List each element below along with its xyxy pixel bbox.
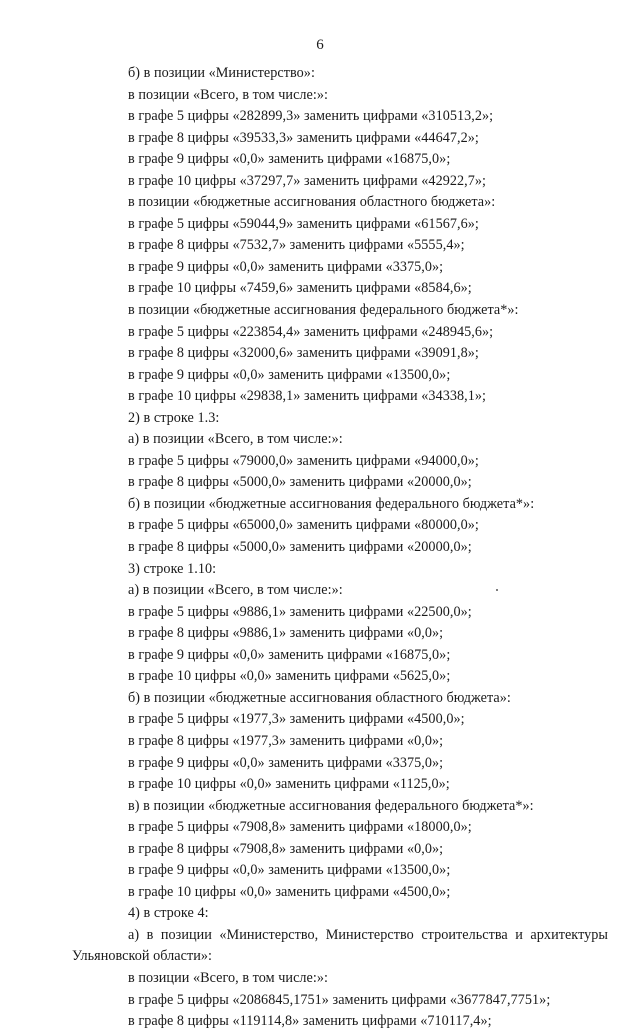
text-line: а) в позиции «Всего, в том числе:»: [128, 431, 343, 448]
text-line: в графе 5 цифры «59044,9» заменить цифрами «61567,6»; [128, 215, 479, 232]
text-line: в графе 5 цифры «2086845,1751» заменить цифрами «3677847,7751»; [128, 991, 551, 1008]
text-line: б) в позиции «бюджетные ассигнования областного бюджета»: [128, 689, 511, 706]
text-line: в графе 5 цифры «1977,3» заменить цифрами «4500,0»; [128, 711, 465, 728]
text-line: в графе 9 цифры «0,0» заменить цифрами «16875,0»; [128, 151, 451, 168]
text-line: Ульяновской области»: [72, 948, 213, 965]
text-line: в графе 10 цифры «0,0» заменить цифрами «1125,0»; [128, 776, 450, 793]
text-line: в графе 9 цифры «0,0» заменить цифрами «13500,0»; [128, 366, 451, 383]
text-line: в графе 8 цифры «7532,7» заменить цифрами «5555,4»; [128, 237, 465, 254]
text-line: б) в позиции «Министерство»: [128, 65, 315, 81]
text-line: в графе 9 цифры «0,0» заменить цифрами «16875,0»; [128, 646, 451, 663]
text-line: в графе 10 цифры «0,0» заменить цифрами «5625,0»; [128, 668, 451, 685]
text-line: в графе 5 цифры «79000,0» заменить цифрами «94000,0»; [128, 452, 479, 469]
text-line: в графе 5 цифры «282899,3» заменить цифрами «310513,2»; [128, 108, 494, 125]
text-line: в графе 5 цифры «65000,0» заменить цифрами «80000,0»; [128, 517, 479, 534]
text-line: в графе 9 цифры «0,0» заменить цифрами «13500,0»; [128, 862, 451, 879]
text-line: в графе 8 цифры «119114,8» заменить цифрами «710117,4»; [128, 1013, 492, 1030]
page-number: 6 [316, 37, 324, 53]
text-line: в графе 8 цифры «7908,8» заменить цифрами «0,0»; [128, 840, 444, 857]
text-line: в графе 9 цифры «0,0» заменить цифрами «3375,0»; [128, 258, 444, 275]
text-line: в графе 8 цифры «32000,6» заменить цифрами «39091,8»; [128, 345, 479, 362]
text-line: в графе 8 цифры «9886,1» заменить цифрами «0,0»; [128, 625, 444, 642]
text-line: в графе 8 цифры «39533,3» заменить цифрами «44647,2»; [128, 129, 479, 146]
text-line: в графе 5 цифры «223854,4» заменить цифрами «248945,6»; [128, 323, 494, 340]
text-line: в) в позиции «бюджетные ассигнования федерального бюджета*»: [128, 797, 534, 814]
text-line: в позиции «бюджетные ассигнования федерального бюджета*»: [128, 302, 519, 319]
text-line: в графе 9 цифры «0,0» заменить цифрами «3375,0»; [128, 754, 444, 771]
text-line: в позиции «бюджетные ассигнования областного бюджета»: [128, 194, 496, 211]
text-line: в графе 8 цифры «1977,3» заменить цифрами «0,0»; [128, 732, 444, 749]
text-line: в графе 8 цифры «5000,0» заменить цифрами «20000,0»; [128, 474, 472, 491]
text-line: а) в позиции «Всего, в том числе:»: [128, 582, 343, 599]
text-line: 2) в строке 1.3: [128, 409, 220, 426]
document-body [0, 63, 640, 1033]
text-line: в графе 8 цифры «5000,0» заменить цифрами «20000,0»; [128, 539, 472, 556]
text-line: 4) в строке 4: [128, 905, 209, 922]
text-line: в графе 5 цифры «9886,1» заменить цифрами «22500,0»; [128, 603, 472, 620]
text-line: в графе 5 цифры «7908,8» заменить цифрами «18000,0»; [128, 819, 472, 836]
text-line: в позиции «Всего, в том числе:»: [128, 86, 329, 103]
text-line: в графе 10 цифры «37297,7» заменить цифрами «42922,7»; [128, 172, 487, 189]
text-line: б) в позиции «бюджетные ассигнования федерального бюджета*»: [128, 495, 535, 512]
text-line: в позиции «Всего, в том числе:»: [128, 969, 329, 986]
text-line: в графе 10 цифры «0,0» заменить цифрами «4500,0»; [128, 883, 451, 900]
text-line: в графе 10 цифры «29838,1» заменить цифрами «34338,1»; [128, 388, 487, 405]
text-line: 3) строке 1.10: [128, 560, 217, 577]
text-line: а) в позиции «Министерство, Министерство строительства и архитектуры [128, 926, 608, 943]
text-line: в графе 10 цифры «7459,6» заменить цифрами «8584,6»; [128, 280, 472, 297]
scan-speck [496, 589, 498, 591]
